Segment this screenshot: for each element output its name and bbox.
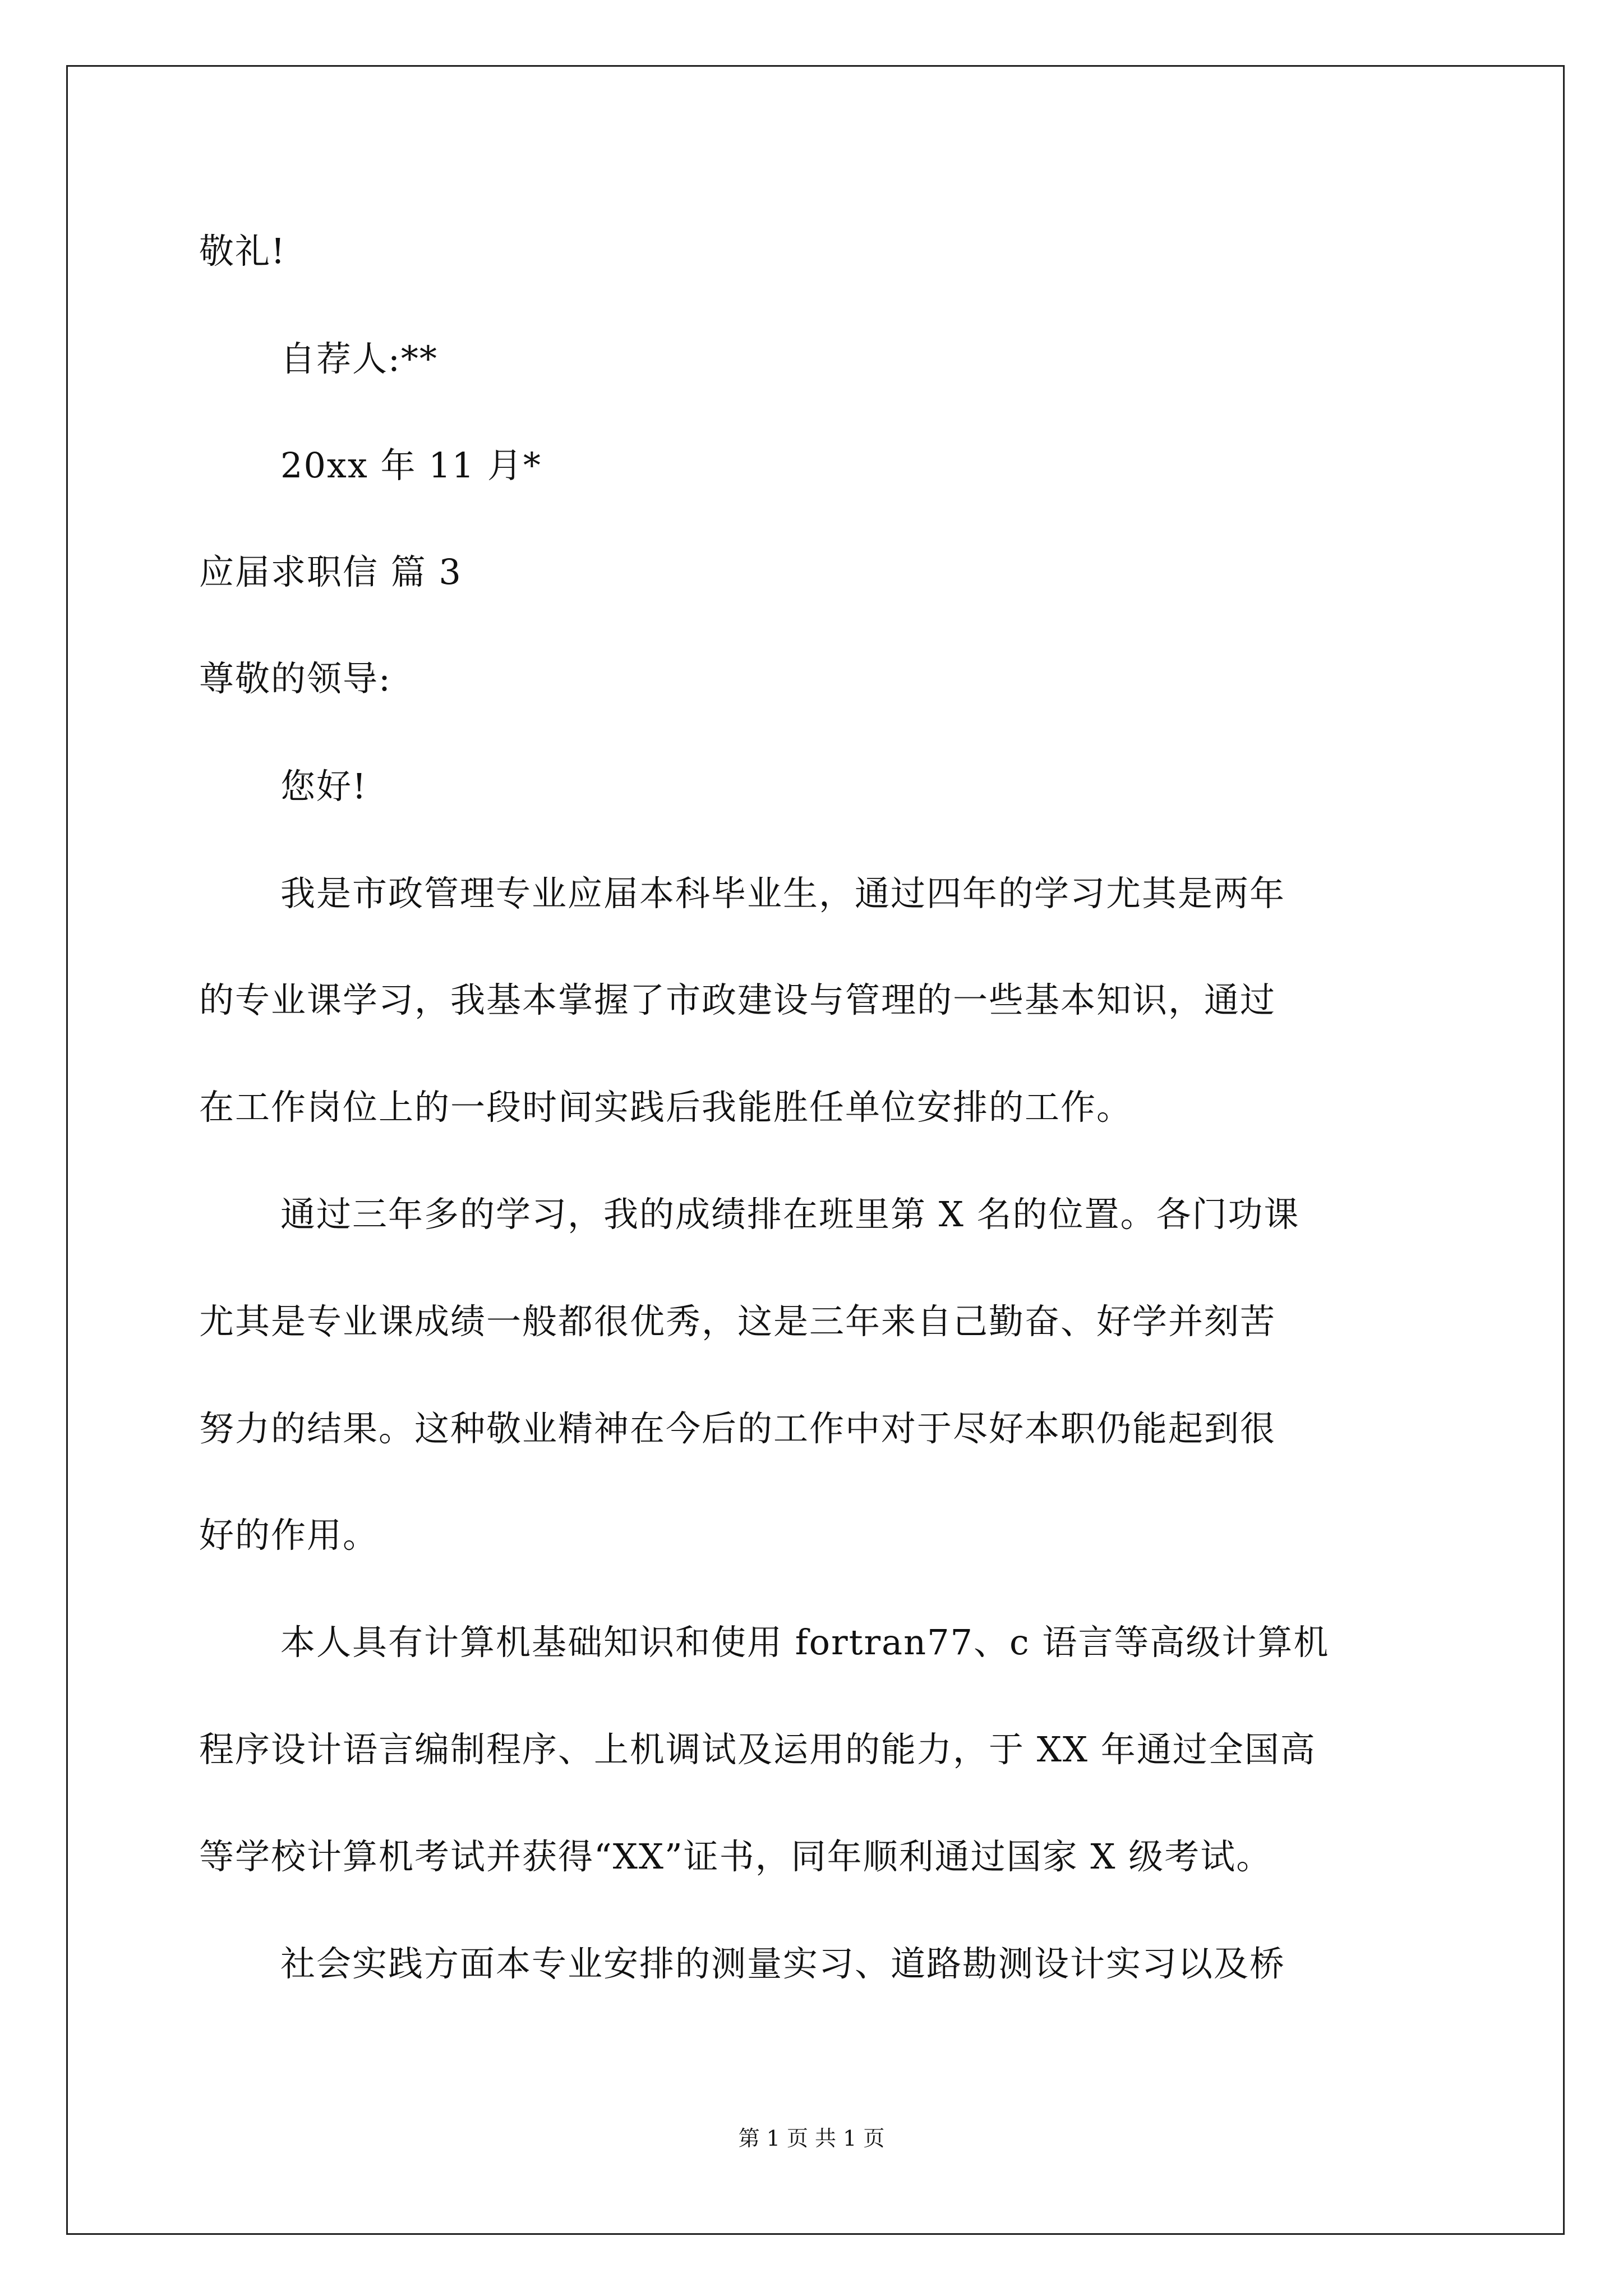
closing-line: 敬礼! — [199, 231, 286, 272]
signer-line: 自荐人:** — [280, 338, 438, 379]
paragraph-line: 好的作用。 — [199, 1515, 379, 1556]
paragraph-line: 的专业课学习，我基本掌握了市政建设与管理的一些基本知识，通过 — [199, 979, 1276, 1020]
paragraph-line: 我是市政管理专业应届本科毕业生，通过四年的学习尤其是两年 — [280, 873, 1286, 914]
paragraph-line: 本人具有计算机基础知识和使用 fortran77、c 语言等高级计算机 — [280, 1622, 1330, 1663]
paragraph-line: 程序设计语言编制程序、上机调试及运用的能力，于 XX 年通过全国高 — [199, 1729, 1316, 1770]
paragraph-line: 通过三年多的学习，我的成绩排在班里第 X 名的位置。各门功课 — [280, 1194, 1300, 1235]
paragraph-line: 尤其是专业课成绩一般都很优秀，这是三年来自己勤奋、好学并刻苦 — [199, 1301, 1276, 1342]
salutation-line: 尊敬的领导: — [199, 658, 391, 699]
page-footer: 第 1 页 共 1 页 — [738, 2126, 885, 2151]
paragraph-line: 在工作岗位上的一段时间实践后我能胜任单位安排的工作。 — [199, 1087, 1133, 1128]
page-border — [66, 65, 1565, 2235]
section-title: 应届求职信 篇 3 — [199, 551, 462, 592]
paragraph-line: 等学校计算机考试并获得“XX”证书，同年顺利通过国家 X 级考试。 — [199, 1836, 1272, 1877]
date-line: 20xx 年 11 月* — [280, 445, 542, 486]
paragraph-line: 努力的结果。这种敬业精神在今后的工作中对于尽好本职仍能起到很 — [199, 1408, 1276, 1449]
greeting-line: 您好! — [280, 766, 367, 807]
paragraph-line: 社会实践方面本专业安排的测量实习、道路勘测设计实习以及桥 — [280, 1943, 1286, 1984]
